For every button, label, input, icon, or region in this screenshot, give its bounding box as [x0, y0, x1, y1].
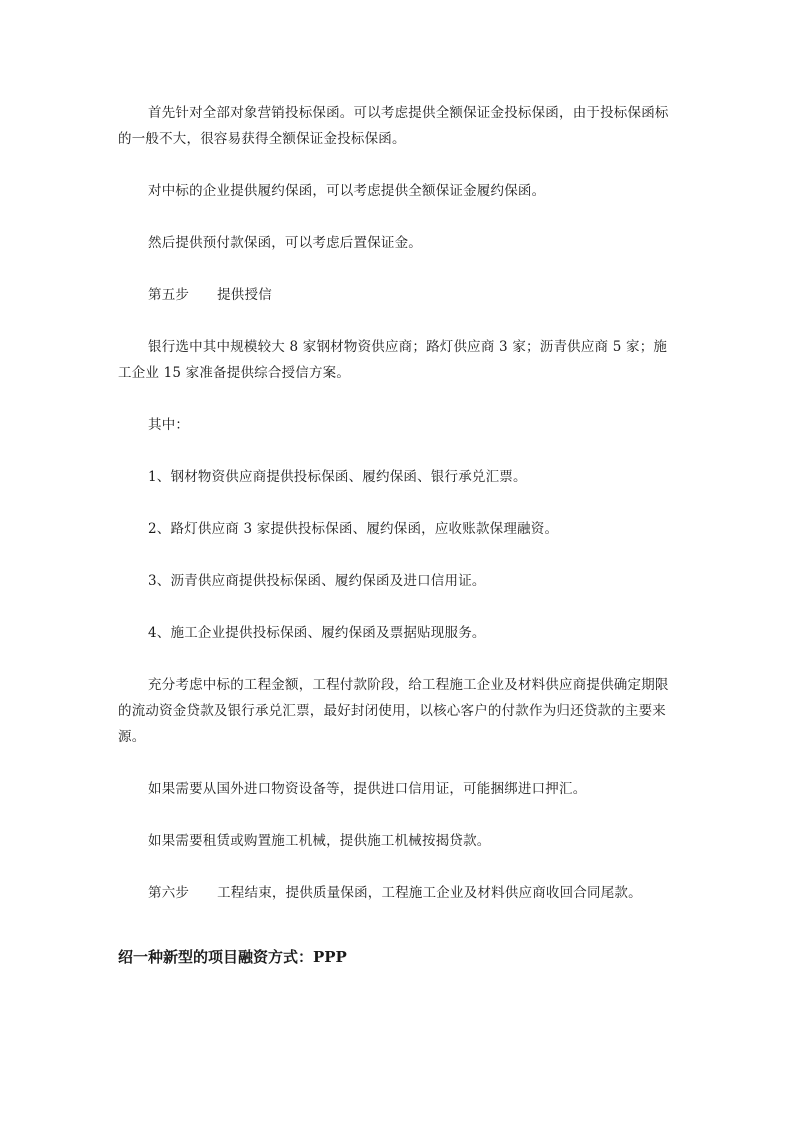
- step-five-text: 提供授信: [217, 287, 272, 303]
- list-item-asphalt-suppliers: 3、沥青供应商提供投标保函、履约保函及进口信用证。: [148, 573, 486, 589]
- paragraph-machinery-loan: 如果需要租赁或购置施工机械，提供施工机械按揭贷款。: [148, 833, 491, 849]
- paragraph-import-letter-of-credit: 如果需要从国外进口物资设备等，提供进口信用证，可能捆绑进口押汇。: [148, 781, 587, 797]
- paragraph-working-capital-loans: 充分考虑中标的工程金额，工程付款阶段，给工程施工企业及材料供应商提供确定期限的流动资金贷款及银行承兑汇票，最好封闭使用，以核心客户的付款作为归还贷款的主要来源。: [118, 677, 669, 745]
- step-six-line: [118, 880, 680, 906]
- step-six-label: 第六步: [148, 885, 190, 901]
- list-item-lighting-suppliers: 2、路灯供应商 3 家提供投标保函、履约保函，应收账款保理融资。: [148, 521, 559, 537]
- section-heading: 绍一种新型的项目融资方式：PPP: [118, 948, 347, 966]
- step-six-text: 工程结束，提供质量保函，工程施工企业及材料供应商收回合同尾款。: [217, 885, 642, 901]
- paragraph-bid-guarantee: 首先针对全部对象营销投标保函。可以考虑提供全额保证金投标保函，由于投标保函标的一般不大，很容易获得全额保证金投标保函。: [118, 105, 669, 147]
- step-five-label: 第五步: [148, 287, 190, 303]
- paragraph-among: 其中：: [148, 417, 190, 433]
- step-five-line: [118, 282, 680, 308]
- list-item-construction-firms: 4、施工企业提供投标保函、履约保函及票据贴现服务。: [148, 625, 486, 641]
- paragraph-performance-guarantee: 对中标的企业提供履约保函，可以考虑提供全额保证金履约保函。: [148, 183, 546, 199]
- list-item-steel-suppliers: 1、钢材物资供应商提供投标保函、履约保函、银行承兑汇票。: [148, 469, 527, 485]
- paragraph-advance-payment-guarantee: 然后提供预付款保函，可以考虑后置保证金。: [148, 235, 422, 251]
- paragraph-credit-plan: 银行选中其中规模较大 8 家钢材物资供应商；路灯供应商 3 家；沥青供应商 5 家；施工企业 15 家准备提供综合授信方案。: [118, 339, 668, 381]
